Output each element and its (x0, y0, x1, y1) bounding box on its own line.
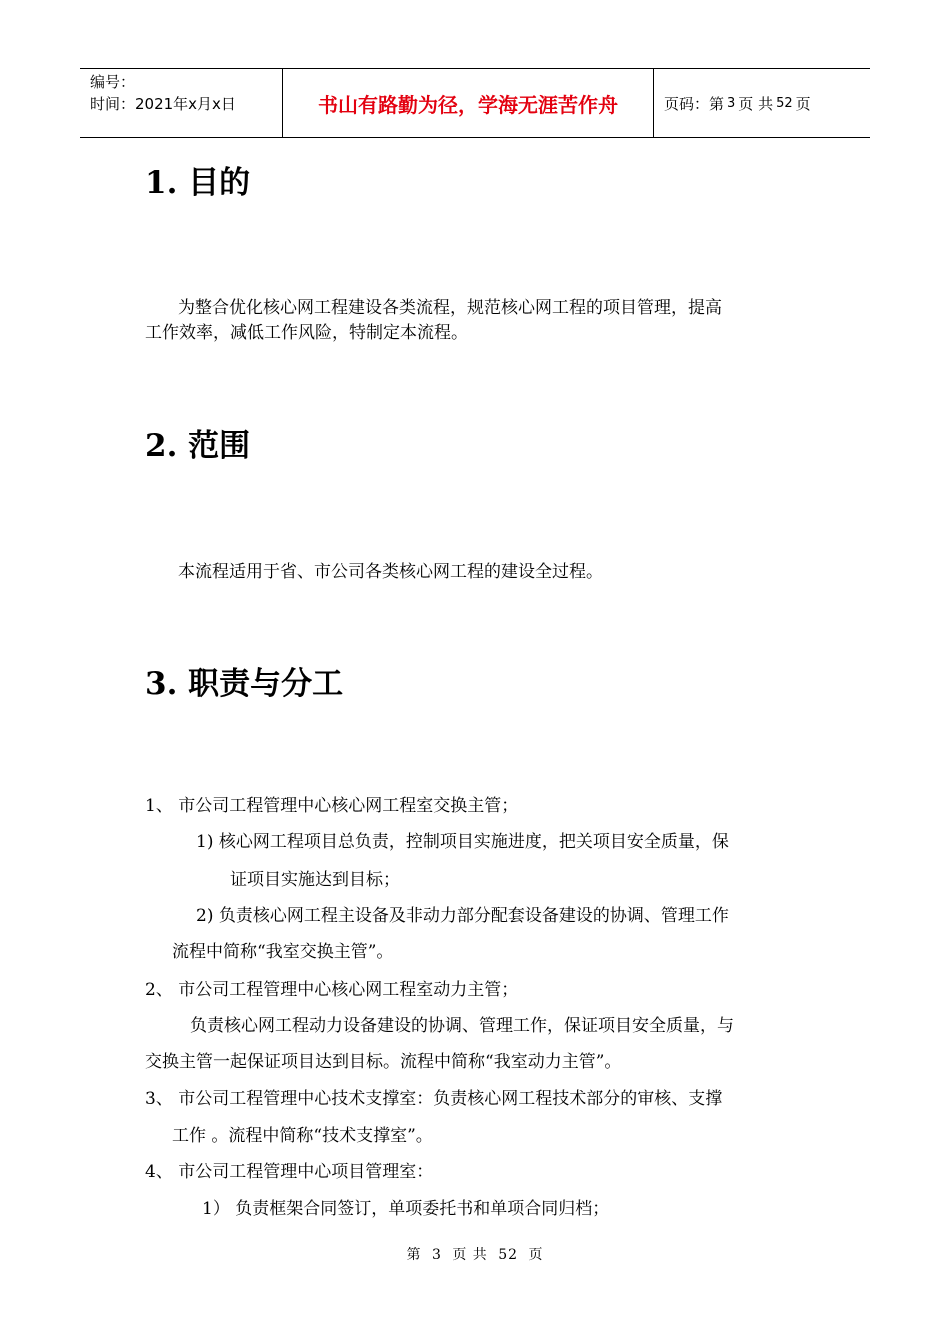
header-motto-cell (282, 69, 654, 137)
page-mid: 页 共 (738, 94, 774, 113)
list-item: 3、 市公司工程管理中心技术支撑室：负责核心网工程技术部分的审核、支撑 (145, 1089, 723, 1109)
list-item: 工作 。流程中简称“技术支撑室”。 (172, 1126, 433, 1146)
page-header (80, 68, 870, 138)
footer-suffix: 页 (528, 1247, 544, 1263)
list-item: 流程中简称“我室交换主管”。 (172, 942, 394, 962)
list-item: 1、 市公司工程管理中心核心网工程室交换主管； (145, 796, 519, 816)
footer-total: 52 (498, 1247, 519, 1263)
section-1-title: 1. 目的 (145, 165, 251, 201)
page-prefix: 页码：第 (664, 94, 725, 113)
list-item: 负责核心网工程动力设备建设的协调、管理工作，保证项目安全质量，与 (190, 1016, 734, 1036)
footer-current: 3 (431, 1247, 442, 1263)
list-item: 交换主管一起保证项目达到目标。流程中简称“我室动力主管”。 (145, 1052, 622, 1072)
section-2-title: 2. 范围 (145, 428, 251, 464)
list-item: 4、 市公司工程管理中心项目管理室： (145, 1162, 434, 1182)
list-item: 1） 负责框架合同签订，单项委托书和单项合同归档； (202, 1199, 610, 1219)
section-2-para-line-1: 本流程适用于省、市公司各类核心网工程的建设全过程。 (178, 562, 603, 582)
footer-prefix: 第 (406, 1247, 422, 1263)
page-total: 52 (776, 95, 793, 111)
section-3-title: 3. 职责与分工 (145, 666, 344, 702)
serial-label: 编号： (90, 73, 136, 91)
list-item: 证项目实施达到目标； (230, 870, 400, 890)
page-suffix: 页 (795, 94, 811, 113)
header-meta-cell (80, 69, 282, 137)
time-label: 时间：2021年x月x日 (90, 95, 236, 113)
page-footer (0, 1244, 950, 1264)
footer-mid: 页 共 (452, 1247, 488, 1263)
motto-text: 书山有路勤为径，学海无涯苦作舟 (318, 92, 618, 117)
list-item: 1) 核心网工程项目总负责，控制项目实施进度，把关项目安全质量，保 (196, 832, 729, 852)
header-page-cell (654, 69, 870, 137)
page-current: 3 (727, 95, 736, 111)
section-1-para-line-2: 工作效率，减低工作风险，特制定本流程。 (145, 323, 468, 343)
list-item: 2、 市公司工程管理中心核心网工程室动力主管； (145, 980, 519, 1000)
section-1-para-line-1: 为整合优化核心网工程建设各类流程，规范核心网工程的项目管理，提高 (178, 298, 722, 318)
list-item: 2) 负责核心网工程主设备及非动力部分配套设备建设的协调、管理工作 (196, 906, 729, 926)
